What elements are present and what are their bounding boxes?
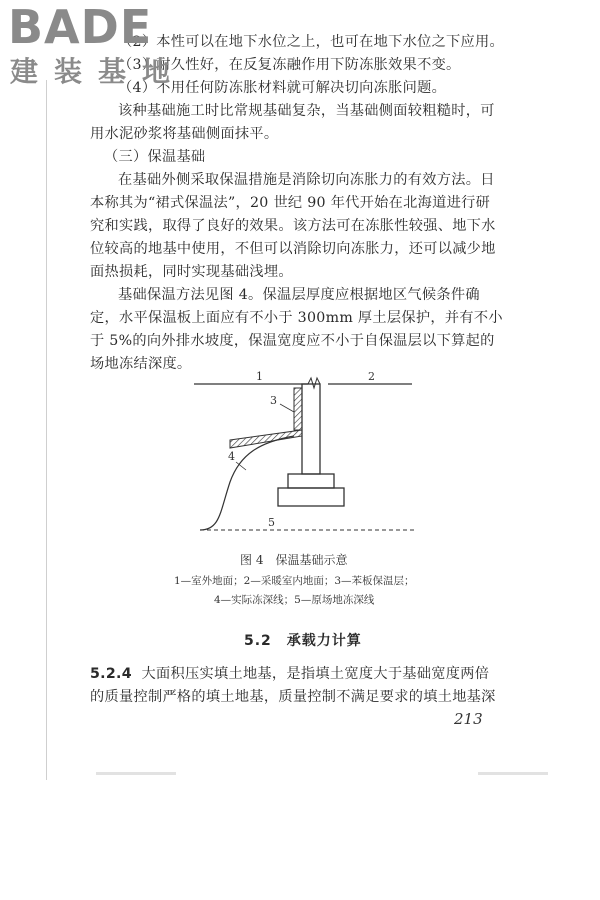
bade-logo: BADE	[8, 0, 153, 54]
paragraph-line: 该种基础施工时比常规基础复杂，当基础侧面较粗糙时，可	[118, 103, 495, 119]
paragraph-line: 位较高的地基中使用，不但可以消除切向冻胀力，还可以减少地	[90, 241, 496, 257]
subsection-heading: （三）保温基础	[104, 149, 206, 165]
figure-note: 4—实际冻深线；5—原场地冻深线	[214, 594, 375, 606]
paragraph-line: 基础保温方法见图 4。保温层厚度应根据地区气候条件确	[118, 287, 480, 303]
figure-note: 1—室外地面；2—采暖室内地面；3—苯板保温层；	[174, 575, 415, 587]
page-number: 213	[454, 710, 483, 728]
figure-label-5: 5	[268, 516, 275, 529]
paragraph-line: （3）耐久性好，在反复冻融作用下防冻胀效果不变。	[118, 57, 461, 73]
paragraph-line: 本称其为“裙式保温法”，20 世纪 90 年代开始在北海道进行研	[90, 195, 491, 211]
paragraph-line: （2）本性可以在地下水位之上，也可在地下水位之下应用。	[118, 34, 505, 50]
paragraph-line: （4）不用任何防冻胀材料就可解决切向冻胀问题。	[118, 80, 447, 96]
clause-number: 5.2.4	[90, 666, 132, 682]
clause-line	[90, 664, 489, 684]
paragraph-line: 在基础外侧采取保温措施是消除切向冻胀力的有效方法。日	[118, 172, 495, 188]
insulated-foundation-figure	[180, 362, 420, 542]
figure-label-3: 3	[270, 394, 277, 407]
clause-line: 的质量控制严格的填土地基，质量控制不满足要求的填土地基深	[90, 689, 496, 705]
figure-label-4: 4	[228, 450, 235, 463]
scan-artifact	[96, 772, 176, 775]
logo-subtitle: 建装基地	[10, 55, 187, 88]
section-title: 5.2 承载力计算	[244, 633, 362, 649]
paragraph-line: 定，水平保温板上面应有不小于 300mm 厚土层保护，并有不小	[90, 310, 503, 326]
paragraph-line: 场地冻结深度。	[90, 356, 192, 372]
paragraph-line: 用水泥砂浆将基础侧面抹平。	[90, 126, 279, 142]
paragraph-line: 究和实践，取得了良好的效果。该方法可在冻胀性较强、地下水	[90, 218, 496, 234]
paragraph-line: 面热损耗，同时实现基础浅埋。	[90, 264, 293, 280]
paragraph-line: 于 5%的向外排水坡度，保温宽度应不小于自保温层以下算起的	[90, 333, 495, 349]
scan-artifact	[478, 772, 548, 775]
clause-text: 大面积压实填土地基，是指填土宽度大于基础宽度两倍	[141, 666, 490, 682]
figure-label-2: 2	[368, 370, 375, 383]
figure-label-1: 1	[256, 370, 263, 383]
scan-margin-line	[46, 80, 47, 780]
figure-caption: 图 4 保温基础示意	[240, 553, 348, 567]
